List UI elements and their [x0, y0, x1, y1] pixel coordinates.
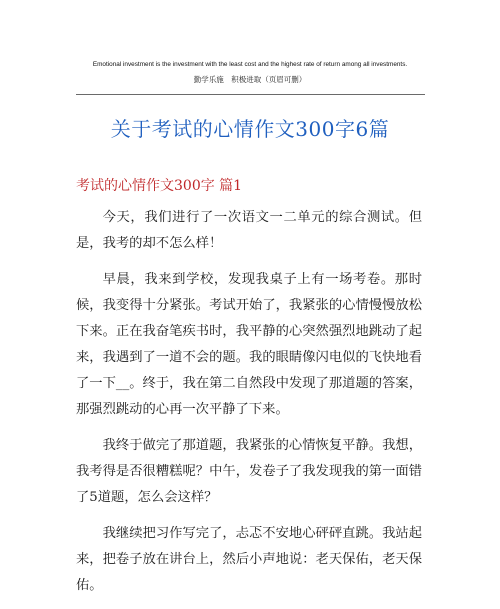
paragraph-2: 早晨，我来到学校，发现我桌子上有一场考卷。那时候，我变得十分紧张。考试开始了，我紧张的心情慢慢放松下来。正在我奋笔疾书时，我平静的心突然强烈地跳动了起来，我遇到了一道不会的题。我的眼睛像闪电似的飞快地看了一下__。终于，我在第二自然段中发现了那道题的答案，那强烈跳动的心再一次平静了下来。: [76, 272, 422, 417]
header-tagline-chinese: 勤学乐施 积极进取（页眉可删）: [193, 75, 307, 84]
header-tagline-english: Emotional investment is the investment with the least cost and the highest rate of return among all investments.: [92, 61, 408, 68]
section-heading: 考试的心情作文300字 篇1: [76, 178, 243, 194]
document-title: 关于考试的心情作文300字6篇: [110, 117, 390, 141]
essay-body: [76, 205, 422, 609]
header-divider: [76, 94, 425, 95]
paragraph-4: 我继续把习作写完了，忐忑不安地心砰砰直跳。我站起来，把卷子放在讲台上，然后小声地说：老天保佑，老天保佑。: [76, 526, 422, 593]
paragraph-1: 今天，我们进行了一次语文一二单元的综合测试。但是，我考的却不怎么样！: [76, 210, 422, 251]
paragraph-3: 我终于做完了那道题，我紧张的心情恢复平静。我想，我考得是否很糟糕呢？中午，发卷子了我发现我的第一面错了5道题，怎么会这样？: [76, 438, 422, 505]
